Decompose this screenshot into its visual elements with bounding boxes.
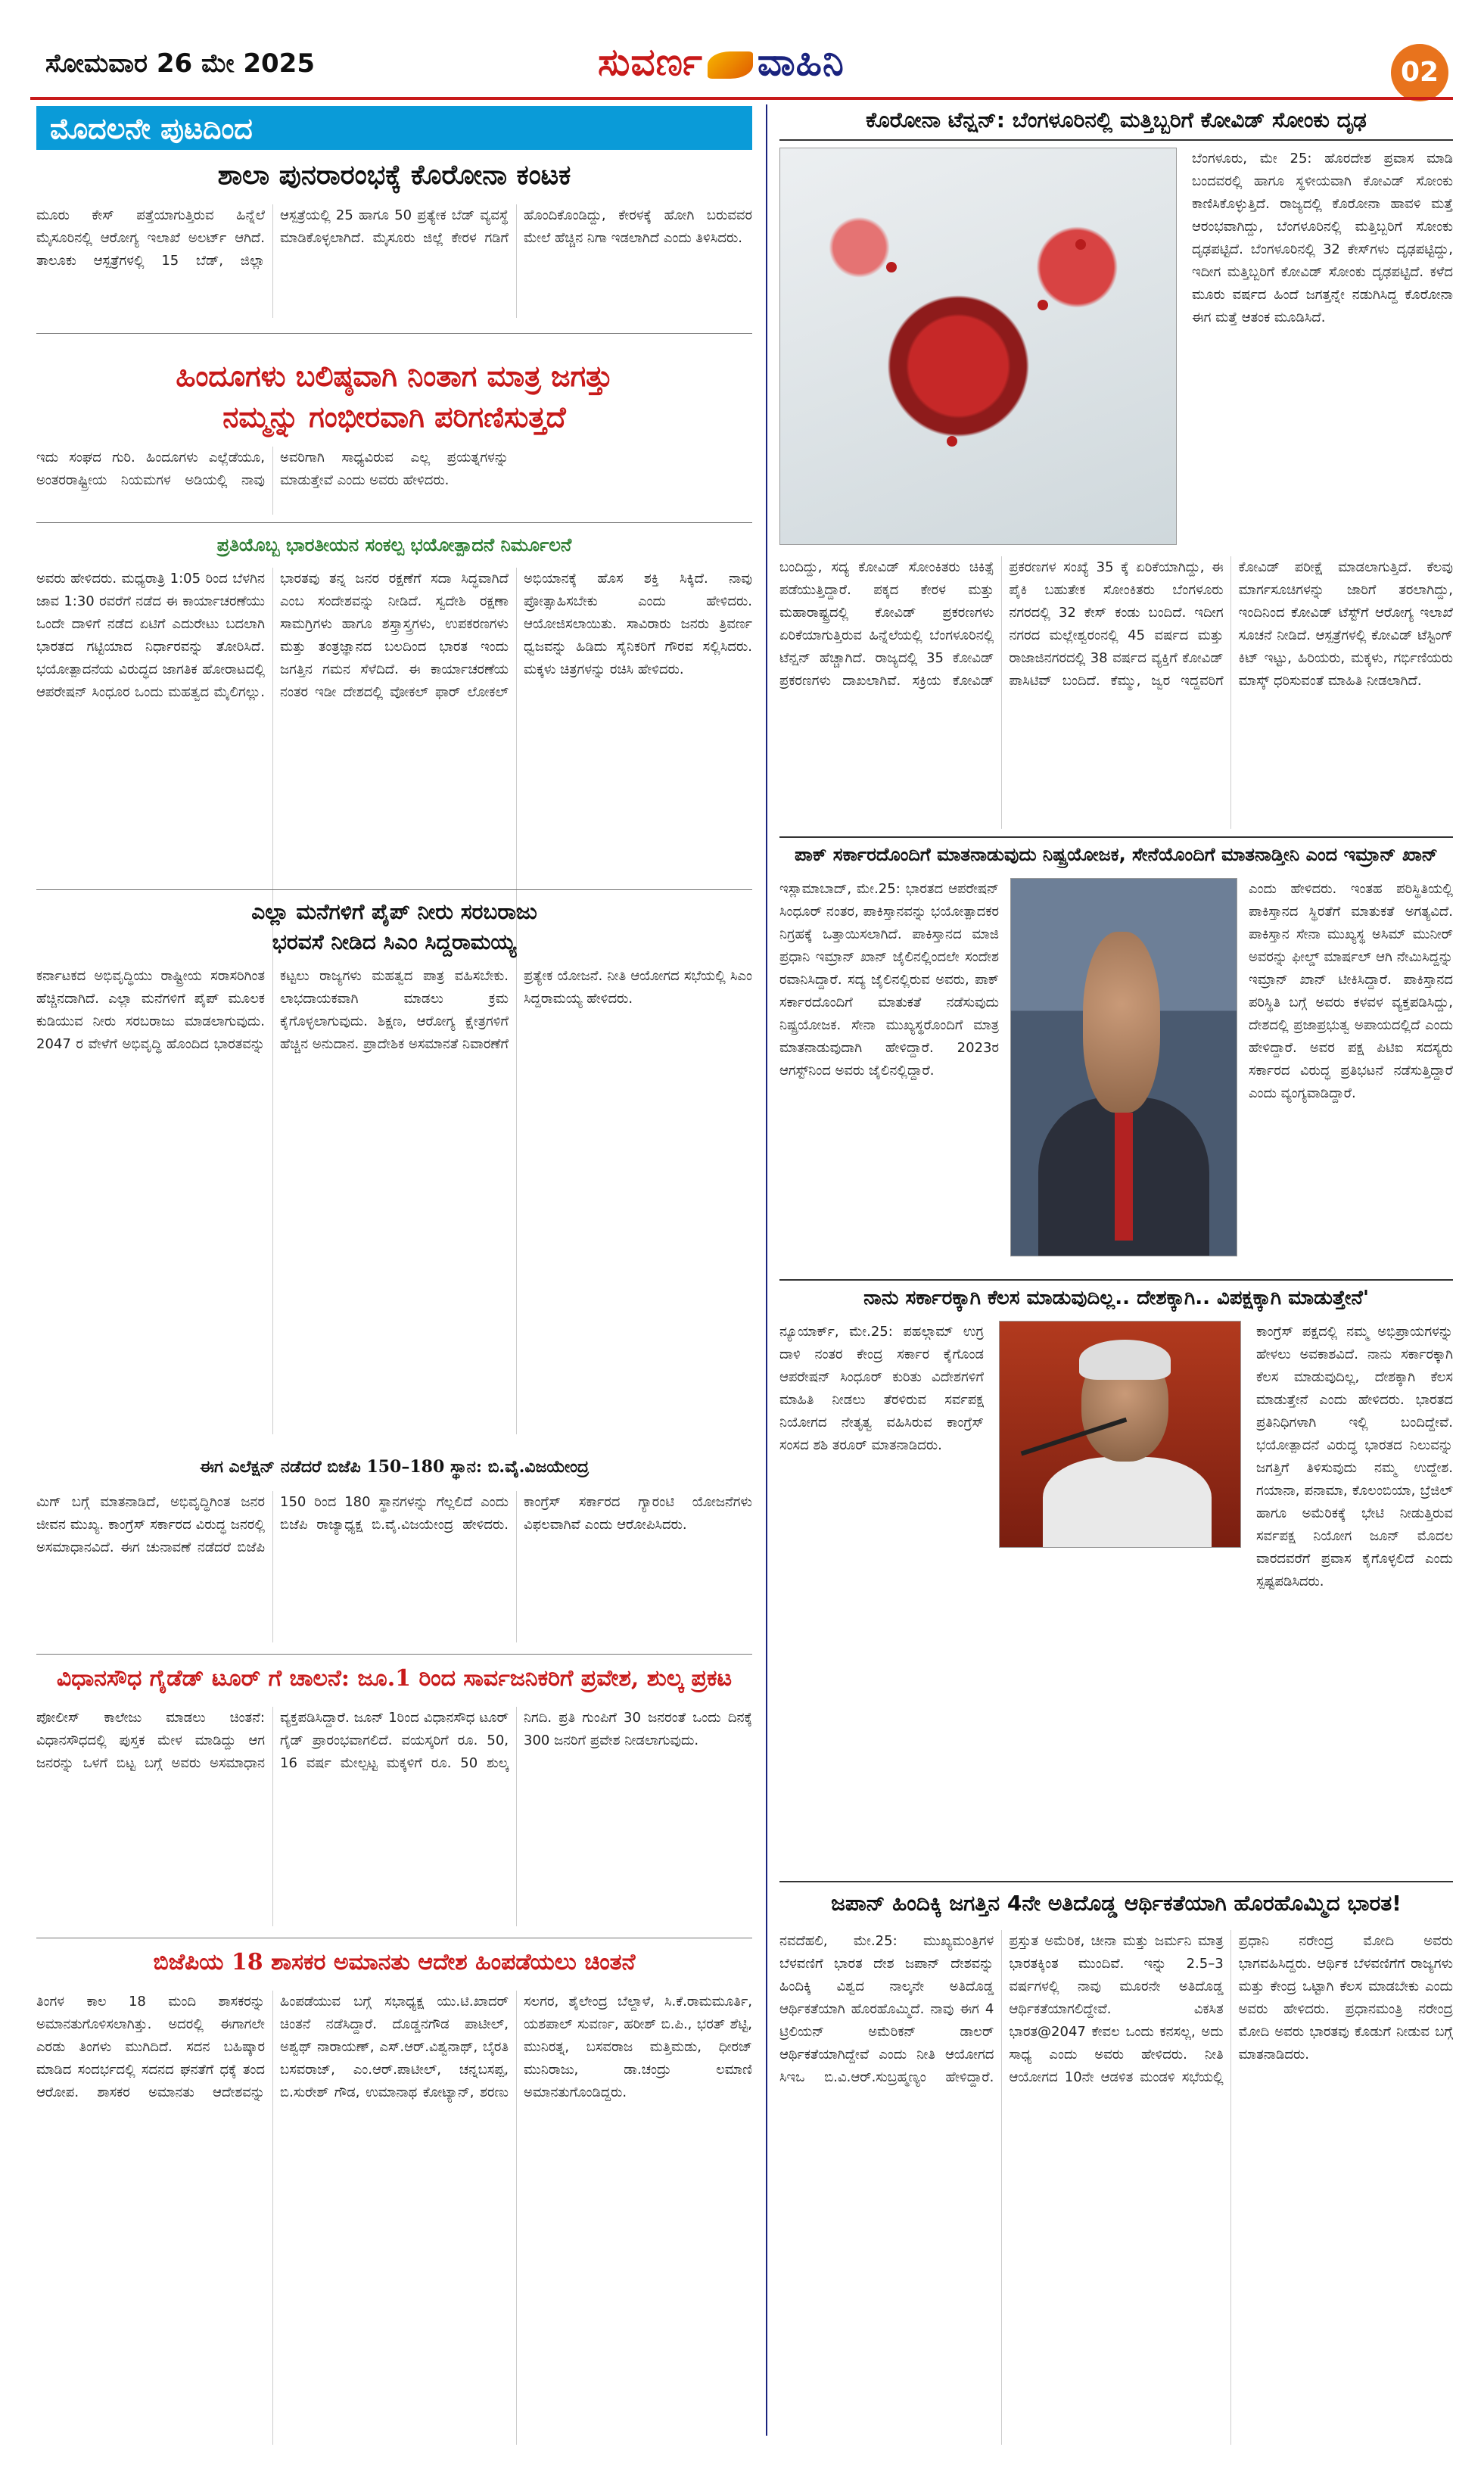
column-divider: [766, 104, 767, 2436]
article-headline-vidhana-soudha: ವಿಧಾನಸೌಧ ಗೈಡೆಡ್ ಟೂರ್ ಗೆ ಚಾಲನೆ: ಜೂ.1 ರಿಂದ ಸಾರ್ವಜನಿಕರಿಗೆ ಪ್ರವೇಶ, ಶುಲ್ಕ ಪ್ರಕಟ: [56, 1665, 733, 1692]
divider: [36, 889, 752, 890]
article-body-hindus: ಇದು ಸಂಘದ ಗುರಿ. ಹಿಂದೂಗಳು ಎಲ್ಲೆಡೆಯೂ, ಅಂತರರಾಷ್ಟ್ರೀಯ ನಿಯಮಗಳ ಅಡಿಯಲ್ಲಿ ನಾವು ಅವರಿಗಾಗಿ ಸಾಧ್ಯವಿರುವ ಎಲ್ಲ ಪ್ರಯತ್ನಗಳನ್ನು ಮಾಡುತ್ತೇವೆ ಎಂದು ಅವರು ಹೇಳಿದರು.: [36, 450, 509, 488]
article-body-school-covid: ಮೂರು ಕೇಸ್ ಪತ್ತೆಯಾಗುತ್ತಿರುವ ಹಿನ್ನೆಲೆ ಮೈಸೂರಿನಲ್ಲಿ ಆರೋಗ್ಯ ಇಲಾಖೆ ಅಲರ್ಟ್ ಆಗಿದೆ. ತಾಲೂಕು ಆಸ್ಪತ್ರೆಗಳಲ್ಲಿ 15 ಬೆಡ್, ಜಿಲ್ಲಾ ಆಸ್ಪತ್ರೆಯಲ್ಲಿ 25 ಹಾಗೂ 50 ಪ್ರತ್ಯೇಕ ಬೆಡ್ ವ್ಯವಸ್ಥೆ ಮಾಡಿಕೊಳ್ಳಲಾಗಿದೆ. ಮೈಸೂರು ಜಿಲ್ಲೆ ಕೇರಳ ಗಡಿಗೆ ಹೊಂದಿಕೊಂಡಿದ್ದು, ಕೇರಳಕ್ಕೆ ಹೋಗಿ ಬರುವವರ ಮೇಲೆ ಹೆಚ್ಚಿನ ನಿಗಾ ಇಡಲಾಗಿದೆ ಎಂದು ತಿಳಿಸಿದರು.: [36, 207, 752, 269]
divider: [779, 1881, 1453, 1882]
headline-line: ಹಿಂದೂಗಳು ಬಲಿಷ್ಠವಾಗಿ ನಿಂತಾಗ ಮಾತ್ರ ಜಗತ್ತು: [176, 359, 613, 393]
divider: [36, 333, 752, 334]
masthead-rule: [30, 97, 1453, 100]
article-body-imran-khan: ಎಂದು ಹೇಳಿದರು. ಇಂತಹ ಪರಿಸ್ಥಿತಿಯಲ್ಲಿ ಪಾಕಿಸ್ತಾನದ ಸ್ಥಿರತೆಗೆ ಮಾತುಕತೆ ಅಗತ್ಯವಿದೆ. ಪಾಕಿಸ್ತಾನ ಸೇನಾ ಮುಖ್ಯಸ್ಥ ಅಸಿಮ್ ಮುನೀರ್ ಅವರನ್ನು ಫೀಲ್ಡ್ ಮಾರ್ಷಲ್ ಆಗಿ ನೇಮಿಸಿದ್ದನ್ನು ಇಮ್ರಾನ್ ಖಾನ್ ಟೀಕಿಸಿದ್ದಾರೆ. ಪಾಕಿಸ್ತಾನದ ಪರಿಸ್ಥಿತಿ ಬಗ್ಗೆ ಅವರು ಕಳವಳ ವ್ಯಕ್ತಪಡಿಸಿದ್ದು, ದೇಶದಲ್ಲಿ ಪ್ರಜಾಪ್ರಭುತ್ವ ಅಪಾಯದಲ್ಲಿದೆ ಎಂದು ಹೇಳಿದ್ದಾರೆ. ಅವರ ಪಕ್ಷ ಪಿಟಿಐ ಸದಸ್ಯರು ಸರ್ಕಾರದ ವಿರುದ್ಧ ಪ್ರತಿಭಟನೆ ನಡೆಸುತ್ತಿದ್ದಾರೆ ಎಂದು ವ್ಯಂಗ್ಯವಾಡಿದ್ದಾರೆ.: [1249, 881, 1453, 1101]
shashi-tharoor-photo: [999, 1321, 1241, 1548]
article-headline-school-covid: ಶಾಲಾ ಪುನರಾರಂಭಕ್ಕೆ ಕೊರೋನಾ ಕಂಟಕ: [217, 159, 571, 191]
article-headline-covid-bengaluru: ಕೊರೋನಾ ಟೆನ್ಷನ್: ಬೆಂಗಳೂರಿನಲ್ಲಿ ಮತ್ತಿಬ್ಬರಿಗೆ ಕೋವಿಡ್ ಸೋಂಕು ದೃಢ: [866, 107, 1367, 132]
logo-text-part2: ವಾಹಿನಿ: [757, 39, 845, 84]
divider: [36, 1654, 752, 1655]
article-body-bjp-seats: ಮಿಗ್ ಬಗ್ಗೆ ಮಾತನಾಡಿದೆ, ಅಭಿವೃದ್ಧಿಗಿಂತ ಜನರ ಜೀವನ ಮುಖ್ಯ. ಕಾಂಗ್ರೆಸ್ ಸರ್ಕಾರದ ವಿರುದ್ಧ ಜನರಲ್ಲಿ ಅಸಮಾಧಾನವಿದೆ. ಈಗ ಚುನಾವಣೆ ನಡೆದರೆ ಬಿಜೆಪಿ 150 ರಿಂದ 180 ಸ್ಥಾನಗಳನ್ನು ಗೆಲ್ಲಲಿದೆ ಎಂದು ಬಿಜೆಪಿ ರಾಜ್ಯಾಧ್ಯಕ್ಷ ಬಿ.ವೈ.ವಿಜಯೇಂದ್ರ ಹೇಳಿದರು. ಕಾಂಗ್ರೆಸ್ ಸರ್ಕಾರದ ಗ್ಯಾರಂಟಿ ಯೋಜನೆಗಳು ವಿಫಲವಾಗಿವೆ ಎಂದು ಆರೋಪಿಸಿದರು.: [36, 1494, 752, 1555]
article-body-bjp-suspension: ತಿಂಗಳ ಕಾಲ 18 ಮಂದಿ ಶಾಸಕರನ್ನು ಅಮಾನತುಗೊಳಿಸಲಾಗಿತ್ತು. ಅದರಲ್ಲಿ ಈಗಾಗಲೇ ಎರಡು ತಿಂಗಳು ಮುಗಿದಿದೆ. ಸದನ ಬಹಿಷ್ಕಾರ ಮಾಡಿದ ಸಂದರ್ಭದಲ್ಲಿ ಸದನದ ಘನತೆಗೆ ಧಕ್ಕೆ ತಂದ ಆರೋಪ. ಶಾಸಕರ ಅಮಾನತು ಆದೇಶವನ್ನು ಹಿಂಪಡೆಯುವ ಬಗ್ಗೆ ಸಭಾಧ್ಯಕ್ಷ ಯು.ಟಿ.ಖಾದರ್ ಚಿಂತನೆ ನಡೆಸಿದ್ದಾರೆ. ದೊಡ್ಡನಗೌಡ ಪಾಟೀಲ್, ಅಶ್ವಥ್ ನಾರಾಯಣ್, ಎಸ್.ಆರ್.ವಿಶ್ವನಾಥ್, ಬೈರತಿ ಬಸವರಾಜ್, ಎಂ.ಆರ್.ಪಾಟೀಲ್, ಚನ್ನಬಸಪ್ಪ, ಬಿ.ಸುರೇಶ್ ಗೌಡ, ಉಮಾನಾಥ ಕೋಟ್ಯಾನ್, ಶರಣು ಸಲಗರ, ಶೈಲೇಂದ್ರ ಬೆಲ್ದಾಳೆ, ಸಿ.ಕೆ.ರಾಮಮೂರ್ತಿ, ಯಶಪಾಲ್ ಸುವರ್ಣ, ಹರೀಶ್ ಬಿ.ಪಿ., ಭರತ್ ಶೆಟ್ಟಿ, ಮುನಿರತ್ನ, ಬಸವರಾಜ ಮತ್ತಿಮಡು, ಧೀರಜ್ ಮುನಿರಾಜು, ಡಾ.ಚಂದ್ರು ಲಮಾಣಿ ಅಮಾನತುಗೊಂಡಿದ್ದರು.: [36, 1994, 752, 2100]
section-header: [36, 106, 752, 150]
article-body-covid-bengaluru: ಬಂದಿದ್ದು, ಸದ್ಯ ಕೋವಿಡ್ ಸೋಂಕಿತರು ಚಿಕಿತ್ಸೆ ಪಡೆಯುತ್ತಿದ್ದಾರೆ. ಪಕ್ಕದ ಕೇರಳ ಮತ್ತು ಮಹಾರಾಷ್ಟ್ರದಲ್ಲಿ ಕೋವಿಡ್ ಪ್ರಕರಣಗಳು ಏರಿಕೆಯಾಗುತ್ತಿರುವ ಹಿನ್ನೆಲೆಯಲ್ಲಿ ಬೆಂಗಳೂರಿನಲ್ಲಿ ಟೆನ್ಷನ್ ಹೆಚ್ಚಾಗಿದೆ. ರಾಜ್ಯದಲ್ಲಿ 35 ಕೋವಿಡ್ ಪ್ರಕರಣಗಳು ದಾಖಲಾಗಿವೆ. ಸಕ್ರಿಯ ಕೋವಿಡ್ ಪ್ರಕರಣಗಳ ಸಂಖ್ಯೆ 35 ಕ್ಕೆ ಏರಿಕೆಯಾಗಿದ್ದು, ಈ ಪೈಕಿ ಬಹುತೇಕ ಸೋಂಕಿತರು ಬೆಂಗಳೂರು ನಗರದಲ್ಲಿ 32 ಕೇಸ್ ಕಂಡು ಬಂದಿದೆ. ಇದೀಗ ನಗರದ ಮಲ್ಲೇಶ್ವರಂನಲ್ಲಿ 45 ವರ್ಷದ ಮತ್ತು ರಾಜಾಜಿನಗರದಲ್ಲಿ 38 ವರ್ಷದ ವ್ಯಕ್ತಿಗೆ ಕೋವಿಡ್ ಪಾಸಿಟಿವ್ ಬಂದಿದೆ. ಕೆಮ್ಮು, ಜ್ವರ ಇದ್ದವರಿಗೆ ಕೋವಿಡ್ ಪರೀಕ್ಷೆ ಮಾಡಲಾಗುತ್ತಿದೆ. ಕೆಲವು ಮಾರ್ಗಸೂಚಿಗಳನ್ನು ಜಾರಿಗೆ ತರಲಾಗಿದ್ದು, ಇಂದಿನಿಂದ ಕೋವಿಡ್ ಟೆಸ್ಟ್‌ಗೆ ಆರೋಗ್ಯ ಇಲಾಖೆ ಸೂಚನೆ ನೀಡಿದೆ. ಆಸ್ಪತ್ರೆಗಳಲ್ಲಿ ಕೋವಿಡ್ ಟೆಸ್ಟಿಂಗ್ ಕಿಟ್ ಇಟ್ಟು, ಹಿರಿಯರು, ಮಕ್ಕಳು, ಗರ್ಭಿಣಿಯರು ಮಾಸ್ಕ್ ಧರಿಸುವಂತೆ ಮಾಹಿತಿ ನೀಡಲಾಗಿದೆ.: [779, 559, 1453, 689]
imran-khan-photo: [1010, 878, 1237, 1256]
issue-date: ಸೋಮವಾರ 26 ಮೇ 2025: [45, 48, 315, 79]
bird-icon: [708, 51, 753, 79]
divider: [779, 836, 1453, 838]
logo-text-part1: ಸುವರ್ಣ: [598, 39, 703, 84]
article-headline-tharoor: ನಾನು ಸರ್ಕಾರಕ್ಕಾಗಿ ಕೆಲಸ ಮಾಡುವುದಿಲ್ಲ.. ದೇಶಕ್ಕಾಗಿ.. ವಿಪಕ್ಷಕ್ಕಾಗಿ ಮಾಡುತ್ತೇನೆ': [863, 1287, 1369, 1309]
article-side-covid-bengaluru: ಬೆಂಗಳೂರು, ಮೇ 25: ಹೊರದೇಶ ಪ್ರವಾಸ ಮಾಡಿ ಬಂದವರಲ್ಲಿ ಹಾಗೂ ಸ್ಥಳೀಯವಾಗಿ ಕೋವಿಡ್ ಸೋಂಕು ಕಾಣಿಸಿಕೊಳ್ಳುತ್ತಿದೆ. ರಾಜ್ಯದಲ್ಲಿ ಕೊರೋನಾ ಹಾವಳಿ ಮತ್ತೆ ಆರಂಭವಾಗಿದ್ದು, ಬೆಂಗಳೂರಿನಲ್ಲಿ ಮತ್ತಿಬ್ಬರಿಗೆ ಸೋಂಕು ದೃಢಪಟ್ಟಿದೆ. ಬೆಂಗಳೂರಿನಲ್ಲಿ 32 ಕೇಸ್‌ಗಳು ದೃಢಪಟ್ಟಿದ್ದು, ಇದೀಗ ಮತ್ತಿಬ್ಬರಿಗೆ ಕೋವಿಡ್ ಸೋಂಕು ದೃಢಪಟ್ಟಿದೆ. ಕಳೆದ ಮೂರು ವರ್ಷದ ಹಿಂದೆ ಜಗತ್ತನ್ನೇ ನಡುಗಿಸಿದ್ದ ಕೊರೋನಾ ಈಗ ಮತ್ತೆ ಆತಂಕ ಮೂಡಿಸಿದೆ.: [1192, 151, 1453, 325]
headline-line: ಭರವಸೆ ನೀಡಿದ ಸಿಎಂ ಸಿದ್ದರಾಮಯ್ಯ: [272, 929, 517, 954]
article-headline-bjp-seats: ಈಗ ಎಲೆಕ್ಷನ್ ನಡೆದರೆ ಬಿಜೆಪಿ 150–180 ಸ್ಥಾನ: ಬಿ.ವೈ.ವಿಜಯೇಂದ್ರ: [199, 1457, 590, 1477]
article-headline-water: [36, 897, 752, 957]
divider: [779, 139, 1453, 141]
article-headline-terror: ಪ್ರತಿಯೊಬ್ಬ ಭಾರತೀಯನ ಸಂಕಲ್ಪ ಭಯೋತ್ಪಾದನೆ ನಿರ್ಮೂಲನೆ: [216, 534, 572, 556]
divider: [36, 522, 752, 523]
article-headline-imran-khan: ಪಾಕ್ ಸರ್ಕಾರದೊಂದಿಗೆ ಮಾತನಾಡುವುದು ನಿಷ್ಪ್ರಯೋಜಕ, ಸೇನೆಯೊಂದಿಗೆ ಮಾತನಾಡ್ತೀನಿ ಎಂದ ಇಮ್ರಾನ್ ಖಾನ್: [794, 844, 1438, 865]
headline-line: ನಮ್ಮನ್ನು ಗಂಭೀರವಾಗಿ ಪರಿಗಣಿಸುತ್ತದೆ: [222, 400, 566, 434]
article-body-terror: ಅವರು ಹೇಳಿದರು. ಮಧ್ಯರಾತ್ರಿ 1:05 ರಿಂದ ಬೆಳಗಿನ ಜಾವ 1:30 ರವರೆಗೆ ನಡೆದ ಈ ಕಾರ್ಯಾಚರಣೆಯು ಒಂದೇ ದಾಳಿಗೆ ನಡೆದ ಏಟಿಗೆ ಎದುರೇಟು ಬದಲಾಗಿ ಭಾರತದ ಗಟ್ಟಿಯಾದ ನಿರ್ಧಾರವನ್ನು ತೋರಿಸಿದೆ. ಭಯೋತ್ಪಾದನೆಯ ವಿರುದ್ಧದ ಜಾಗತಿಕ ಹೋರಾಟದಲ್ಲಿ ಆಪರೇಷನ್ ಸಿಂಧೂರ ಒಂದು ಮಹತ್ವದ ಮೈಲಿಗಲ್ಲು. ಭಾರತವು ತನ್ನ ಜನರ ರಕ್ಷಣೆಗೆ ಸದಾ ಸಿದ್ಧವಾಗಿದೆ ಎಂಬ ಸಂದೇಶವನ್ನು ನೀಡಿದೆ. ಸ್ವದೇಶಿ ರಕ್ಷಣಾ ಸಾಮಗ್ರಿಗಳು ಹಾಗೂ ಶಸ್ತ್ರಾಸ್ತ್ರಗಳು, ಉಪಕರಣಗಳು ಮತ್ತು ತಂತ್ರಜ್ಞಾನದ ಬಲದಿಂದ ಭಾರತ ಇಂದು ಜಗತ್ತಿನ ಗಮನ ಸೆಳೆದಿದೆ. ಈ ಕಾರ್ಯಾಚರಣೆಯ ನಂತರ ಇಡೀ ದೇಶದಲ್ಲಿ ವೋಕಲ್ ಫಾರ್ ಲೋಕಲ್ ಅಭಿಯಾನಕ್ಕೆ ಹೊಸ ಶಕ್ತಿ ಸಿಕ್ಕಿದೆ. ನಾವು ಪ್ರೋತ್ಸಾಹಿಸಬೇಕು ಎಂದು ಹೇಳಿದರು. ಆಯೋಜಿಸಲಾಯಿತು. ಸಾವಿರಾರು ಜನರು ತ್ರಿವರ್ಣ ಧ್ವಜವನ್ನು ಹಿಡಿದು ಸೈನಿಕರಿಗೆ ಗೌರವ ಸಲ್ಲಿಸಿದರು. ಮಕ್ಕಳು ಚಿತ್ರಗಳನ್ನು ರಚಿಸಿ ಹೇಳಿದರು.: [36, 571, 752, 700]
article-side-tharoor: ನ್ಯೂಯಾರ್ಕ್, ಮೇ.25: ಪಹಲ್ಗಾಮ್ ಉಗ್ರ ದಾಳಿ ನಂತರ ಕೇಂದ್ರ ಸರ್ಕಾರ ಕೈಗೊಂಡ ಆಪರೇಷನ್ ಸಿಂಧೂರ್ ಕುರಿತು ವಿದೇಶಗಳಿಗೆ ಮಾಹಿತಿ ನೀಡಲು ತೆರಳಿರುವ ಸರ್ವಪಕ್ಷ ನಿಯೋಗದ ನೇತೃತ್ವ ವಹಿಸಿರುವ ಕಾಂಗ್ರೆಸ್ ಸಂಸದ ಶಶಿ ತರೂರ್ ಮಾತನಾಡಿದರು.: [779, 1324, 984, 1453]
article-headline-bjp-suspension: ಬಿಜೆಪಿಯ 18 ಶಾಸಕರ ಅಮಾನತು ಆದೇಶ ಹಿಂಪಡೆಯಲು ಚಿಂತನೆ: [153, 1949, 636, 1975]
article-side-imran-khan: ಇಸ್ಲಾಮಾಬಾದ್, ಮೇ.25: ಭಾರತದ ಆಪರೇಷನ್ ಸಿಂಧೂರ್ ನಂತರ, ಪಾಕಿಸ್ತಾನವನ್ನು ಭಯೋತ್ಪಾದಕರ ನಿಗ್ರಹಕ್ಕೆ ಒತ್ತಾಯಿಸಲಾಗಿದೆ. ಪಾಕಿಸ್ತಾನದ ಮಾಜಿ ಪ್ರಧಾನಿ ಇಮ್ರಾನ್ ಖಾನ್ ಜೈಲಿನಲ್ಲಿಂದಲೇ ಸಂದೇಶ ರವಾನಿಸಿದ್ದಾರೆ. ಸದ್ಯ ಜೈಲಿನಲ್ಲಿರುವ ಅವರು, ಪಾಕ್ ಸರ್ಕಾರದೊಂದಿಗೆ ಮಾತುಕತೆ ನಡೆಸುವುದು ನಿಷ್ಪ್ರಯೋಜಕ. ಸೇನಾ ಮುಖ್ಯಸ್ಥರೊಂದಿಗೆ ಮಾತ್ರ ಮಾತನಾಡುವುದಾಗಿ ಹೇಳಿದ್ದಾರೆ. 2023ರ ಆಗಸ್ಟ್‌ನಿಂದ ಅವರು ಜೈಲಿನಲ್ಲಿದ್ದಾರೆ.: [779, 881, 999, 1079]
coronavirus-photo: [779, 148, 1177, 545]
masthead: [0, 0, 1484, 89]
article-body-tharoor: ಕಾಂಗ್ರೆಸ್ ಪಕ್ಷದಲ್ಲಿ ನಮ್ಮ ಅಭಿಪ್ರಾಯಗಳನ್ನು ಹೇಳಲು ಅವಕಾಶವಿದೆ. ನಾನು ಸರ್ಕಾರಕ್ಕಾಗಿ ಕೆಲಸ ಮಾಡುವುದಿಲ್ಲ, ದೇಶಕ್ಕಾಗಿ ಕೆಲಸ ಮಾಡುತ್ತೇನೆ ಎಂದು ಹೇಳಿದರು. ಭಾರತದ ಪ್ರತಿನಿಧಿಗಳಾಗಿ ಇಲ್ಲಿ ಬಂದಿದ್ದೇವೆ. ಭಯೋತ್ಪಾದನೆ ವಿರುದ್ಧ ಭಾರತದ ನಿಲುವನ್ನು ಜಗತ್ತಿಗೆ ತಿಳಿಸುವುದು ನಮ್ಮ ಉದ್ದೇಶ. ಗಯಾನಾ, ಪನಾಮಾ, ಕೊಲಂಬಿಯಾ, ಬ್ರೆಜಿಲ್ ಹಾಗೂ ಅಮೆರಿಕಕ್ಕೆ ಭೇಟಿ ನೀಡುತ್ತಿರುವ ಸರ್ವಪಕ್ಷ ನಿಯೋಗ ಜೂನ್ ಮೊದಲ ವಾರದವರೆಗೆ ಪ್ರವಾಸ ಕೈಗೊಳ್ಳಲಿದೆ ಎಂದು ಸ್ಪಷ್ಟಪಡಿಸಿದರು.: [1256, 1324, 1453, 1589]
page-number-badge: 02: [1391, 44, 1448, 101]
section-title: ಮೊದಲನೇ ಪುಟದಿಂದ: [50, 112, 253, 145]
divider: [779, 1279, 1453, 1281]
article-headline-india-economy: ಜಪಾನ್ ಹಿಂದಿಕ್ಕಿ ಜಗತ್ತಿನ 4ನೇ ಅತಿದೊಡ್ಡ ಆರ್ಥಿಕತೆಯಾಗಿ ಹೊರಹೊಮ್ಮಿದ ಭಾರತ!: [831, 1891, 1402, 1916]
headline-line: ಎಲ್ಲಾ ಮನೆಗಳಿಗೆ ಪೈಪ್ ನೀರು ಸರಬರಾಜು: [251, 899, 537, 924]
article-body-india-economy: ನವದೆಹಲಿ, ಮೇ.25: ಮುಖ್ಯಮಂತ್ರಿಗಳ ಬೆಳವಣಿಗೆ ಭಾರತ ದೇಶ ಜಪಾನ್ ದೇಶವನ್ನು ಹಿಂದಿಕ್ಕಿ ವಿಶ್ವದ ನಾಲ್ಕನೇ ಅತಿದೊಡ್ಡ ಆರ್ಥಿಕತೆಯಾಗಿ ಹೊರಹೊಮ್ಮಿದೆ. ನಾವು ಈಗ 4 ಟ್ರಿಲಿಯನ್ ಅಮೆರಿಕನ್ ಡಾಲರ್ ಆರ್ಥಿಕತೆಯಾಗಿದ್ದೇವೆ ಎಂದು ನೀತಿ ಆಯೋಗದ ಸಿಇಒ ಬಿ.ವಿ.ಆರ್.ಸುಬ್ರಹ್ಮಣ್ಯಂ ಹೇಳಿದ್ದಾರೆ. ಪ್ರಸ್ತುತ ಅಮೆರಿಕ, ಚೀನಾ ಮತ್ತು ಜರ್ಮನಿ ಮಾತ್ರ ಭಾರತಕ್ಕಿಂತ ಮುಂದಿವೆ. ಇನ್ನು 2.5–3 ವರ್ಷಗಳಲ್ಲಿ ನಾವು ಮೂರನೇ ಅತಿದೊಡ್ಡ ಆರ್ಥಿಕತೆಯಾಗಲಿದ್ದೇವೆ. ವಿಕಸಿತ ಭಾರತ@2047 ಕೇವಲ ಒಂದು ಕನಸಲ್ಲ, ಅದು ಸಾಧ್ಯ ಎಂದು ಅವರು ಹೇಳಿದರು. ನೀತಿ ಆಯೋಗದ 10ನೇ ಆಡಳಿತ ಮಂಡಳಿ ಸಭೆಯಲ್ಲಿ ಪ್ರಧಾನಿ ನರೇಂದ್ರ ಮೋದಿ ಅವರು ಭಾಗವಹಿಸಿದ್ದರು. ಆರ್ಥಿಕ ಬೆಳವಣಿಗೆಗೆ ರಾಜ್ಯಗಳು ಮತ್ತು ಕೇಂದ್ರ ಒಟ್ಟಾಗಿ ಕೆಲಸ ಮಾಡಬೇಕು ಎಂದು ಅವರು ಹೇಳಿದರು. ಪ್ರಧಾನಮಂತ್ರಿ ನರೇಂದ್ರ ಮೋದಿ ಅವರು ಭಾರತವು ಕೊಡುಗೆ ನೀಡುವ ಬಗ್ಗೆ ಮಾತನಾಡಿದರು.: [779, 1933, 1453, 2085]
newspaper-logo: [598, 39, 845, 85]
article-body-water: ಕರ್ನಾಟಕದ ಅಭಿವೃದ್ಧಿಯು ರಾಷ್ಟ್ರೀಯ ಸರಾಸರಿಗಿಂತ ಹೆಚ್ಚಿನದಾಗಿದೆ. ಎಲ್ಲಾ ಮನೆಗಳಿಗೆ ಪೈಪ್ ಮೂಲಕ ಕುಡಿಯುವ ನೀರು ಸರಬರಾಜು ಮಾಡಲಾಗುವುದು. 2047 ರ ವೇಳೆಗೆ ಅಭಿವೃದ್ಧಿ ಹೊಂದಿದ ಭಾರತವನ್ನು ಕಟ್ಟಲು ರಾಜ್ಯಗಳು ಮಹತ್ವದ ಪಾತ್ರ ವಹಿಸಬೇಕು. ಲಾಭದಾಯಕವಾಗಿ ಮಾಡಲು ಕ್ರಮ ಕೈಗೊಳ್ಳಲಾಗುವುದು. ಶಿಕ್ಷಣ, ಆರೋಗ್ಯ ಕ್ಷೇತ್ರಗಳಿಗೆ ಹೆಚ್ಚಿನ ಅನುದಾನ. ಪ್ರಾದೇಶಿಕ ಅಸಮಾನತೆ ನಿವಾರಣೆಗೆ ಪ್ರತ್ಯೇಕ ಯೋಜನೆ. ನೀತಿ ಆಯೋಗದ ಸಭೆಯಲ್ಲಿ ಸಿಎಂ ಸಿದ್ದರಾಮಯ್ಯ ಹೇಳಿದರು.: [36, 968, 752, 1052]
article-headline-hindus: [36, 356, 752, 437]
article-body-vidhana-soudha: ಪೋಲೀಸ್ ಕಾಲೇಜು ಮಾಡಲು ಚಿಂತನೆ: ವಿಧಾನಸೌಧದಲ್ಲಿ ಪುಸ್ತಕ ಮೇಳ ಮಾಡಿದ್ದು ಆಗ ಜನರನ್ನು ಒಳಗೆ ಬಿಟ್ಟ ಬಗ್ಗೆ ಅವರು ಅಸಮಾಧಾನ ವ್ಯಕ್ತಪಡಿಸಿದ್ದಾರೆ. ಜೂನ್ 1ರಿಂದ ವಿಧಾನಸೌಧ ಟೂರ್ ಗೈಡ್ ಪ್ರಾರಂಭವಾಗಲಿದೆ. ವಯಸ್ಕರಿಗೆ ರೂ. 50, 16 ವರ್ಷ ಮೇಲ್ಪಟ್ಟ ಮಕ್ಕಳಿಗೆ ರೂ. 50 ಶುಲ್ಕ ನಿಗದಿ. ಪ್ರತಿ ಗುಂಪಿಗೆ 30 ಜನರಂತೆ ಒಂದು ದಿನಕ್ಕೆ 300 ಜನರಿಗೆ ಪ್ರವೇಶ ನೀಡಲಾಗುವುದು.: [36, 1710, 752, 1771]
